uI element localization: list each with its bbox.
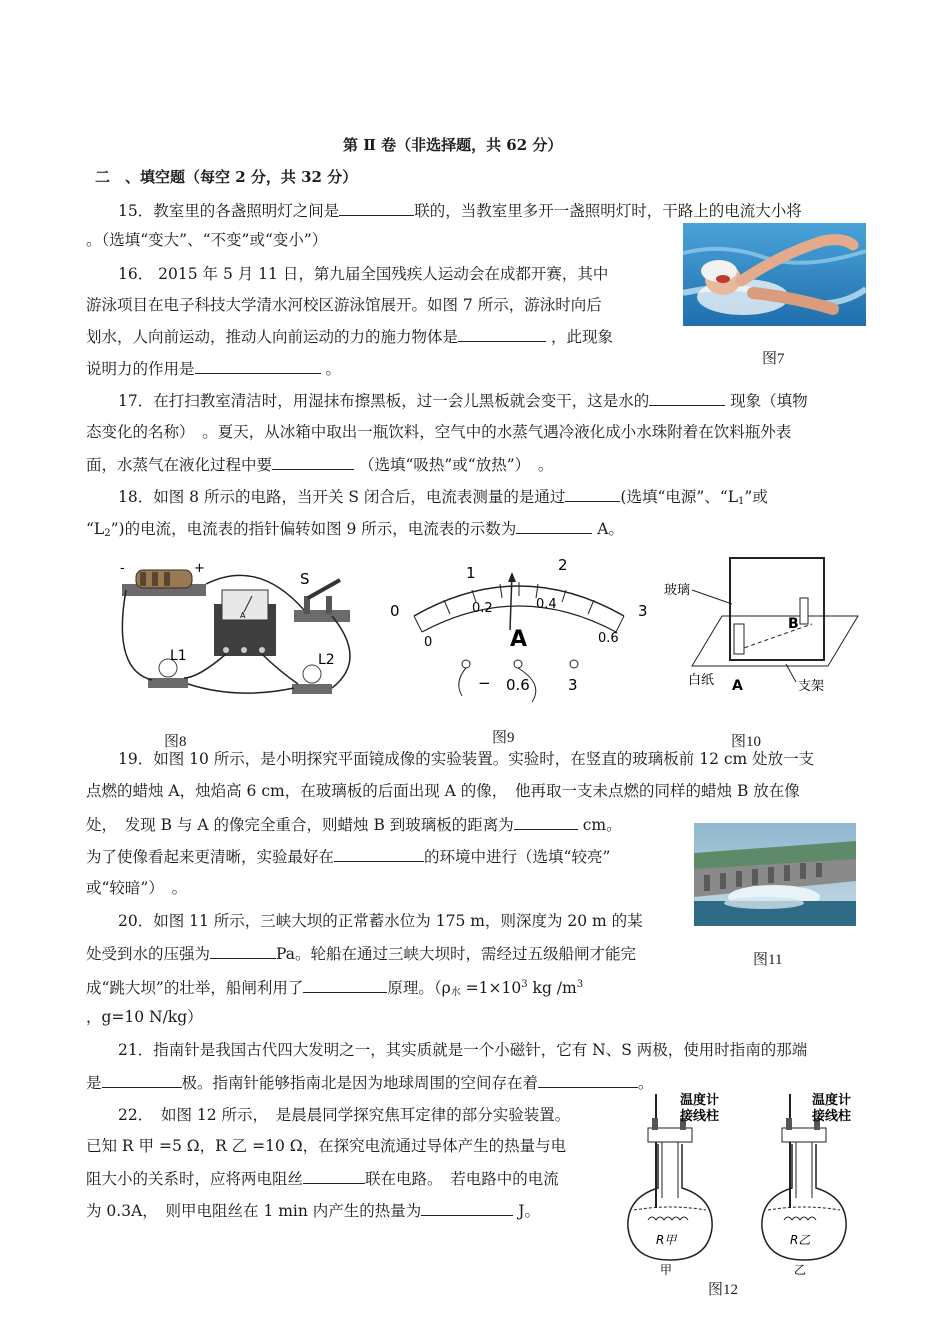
svg-text:3: 3 (638, 602, 648, 620)
q19-line2: 点燃的蜡烛 A，烛焰高 6 cm，在玻璃板的后面出现 A 的像， 他再取一支未点燃的同样的蜡烛 B 放在像 (86, 782, 800, 800)
q15-line2: 。（选填“变大”、“不变”或“变小”） (86, 231, 328, 249)
q16-line1: 16． 2015 年 5 月 11 日，第九届全国残疾人运动会在成都开赛，其中 (118, 265, 609, 283)
q20-line2: 处受到水的压强为 Pa。轮船在通过三峡大坝时，需经过五级船闸才能完 (86, 942, 636, 965)
svg-text:R甲: R甲 (656, 1233, 677, 1247)
svg-text:S: S (300, 570, 310, 588)
fig9-caption: 图9 (492, 730, 515, 746)
q22-line1: 22． 如图 12 所示， 是晨晨同学探究焦耳定律的部分实验装置。 (118, 1106, 571, 1124)
flask-left (628, 1092, 719, 1277)
q21-line2: 是 极。指南针能够指南北是因为地球周围的空间存在着 。 (86, 1071, 654, 1094)
svg-text:A: A (510, 627, 528, 652)
svg-text:接线柱: 接线柱 (812, 1109, 852, 1124)
svg-text:L2: L2 (318, 652, 335, 668)
svg-text:0.6: 0.6 (598, 631, 619, 646)
svg-text:L1: L1 (170, 648, 187, 664)
q18-line2: “$L_2$”)的电流，电流表的指针偏转如图 9 所示，电流表的示数为 A。 (86, 517, 624, 545)
q16-line4: 说明力的作用是 。 (86, 357, 341, 380)
svg-text:0.6: 0.6 (506, 676, 530, 694)
svg-text:甲: 甲 (660, 1263, 673, 1277)
svg-text:0.2: 0.2 (472, 601, 493, 616)
swimmer-photo (683, 223, 866, 326)
q17-line1: 17．在打扫教室清洁时，用湿抹布擦黑板，过一会儿黑板就会变干，这是水的 现象（填物 (118, 389, 808, 412)
ammeter-dial (382, 552, 656, 712)
q20-line3: 成“跳大坝”的壮举，船闸利用了 原理。（$\rho_水 =1\times 10^3$ kg $/m^3$ (86, 974, 583, 1004)
q22-line4: 为 0.3A， 则甲电阻丝在 1 min 内产生的热量为 J。 (86, 1199, 540, 1222)
svg-text:支架: 支架 (798, 679, 825, 694)
svg-text:温度计: 温度计 (812, 1093, 852, 1108)
fig11-caption: 图11 (753, 952, 783, 968)
svg-text:+: + (194, 561, 205, 576)
part-title: 二 、填空题（每空 2 分，共 32 分） (95, 168, 358, 186)
fig7-caption: 图7 (762, 351, 785, 367)
q20-line4: ，g=10 N/kg） (86, 1008, 203, 1026)
svg-text:A: A (240, 611, 246, 620)
svg-text:A: A (732, 678, 743, 694)
fig12-caption: 图12 (708, 1282, 739, 1298)
svg-text:1: 1 (466, 564, 476, 582)
svg-text:温度计: 温度计 (680, 1093, 720, 1108)
svg-text:白纸: 白纸 (688, 673, 715, 688)
circuit-diagram (118, 560, 358, 718)
q22-line3: 阻大小的关系时，应将两电阻丝 联在电路。 若电路中的电流 (86, 1167, 559, 1190)
q16-line3: 划水，人向前运动，推动人向前运动的力的施力物体是 ，此现象 (86, 325, 613, 348)
svg-text:0: 0 (390, 602, 400, 620)
svg-text:0: 0 (424, 635, 433, 650)
q19-line5: 或“较暗”） 。 (86, 879, 188, 897)
q17-line2: 态变化的名称） 。夏天，从冰箱中取出一瓶饮料，空气中的水蒸气遇冷液化成小水珠附着在饮料瓶外表 (86, 423, 792, 441)
q16-line2: 游泳项目在电子科技大学清水河校区游泳馆展开。如图 7 所示，游泳时向后 (86, 296, 602, 314)
mirror-experiment (662, 554, 862, 704)
svg-text:0.4: 0.4 (536, 597, 557, 612)
q22-line2: 已知 R 甲 =5 Ω，R 乙 =10 Ω，在探究电流通过导体产生的热量与电 (86, 1137, 567, 1155)
q19-line3: 处， 发现 B 与 A 的像完全重合，则蜡烛 B 到玻璃板的距离为 cm。 (86, 813, 622, 836)
q17-line3: 面，水蒸气在液化过程中要 （选填“吸热”或“放热”） 。 (86, 453, 553, 476)
joule-flasks (618, 1088, 868, 1278)
fig10-caption: 图10 (731, 734, 762, 750)
q19-line1: 19．如图 10 所示，是小明探究平面镜成像的实验装置。实验时，在竖直的玻璃板前 12 cm 处放一支 (118, 750, 815, 768)
svg-text:2: 2 (558, 556, 568, 574)
svg-text:接线柱: 接线柱 (680, 1109, 720, 1124)
dam-photo (694, 823, 856, 926)
svg-text:B: B (788, 616, 799, 632)
flask-right (762, 1092, 851, 1277)
svg-text:R乙: R乙 (790, 1233, 811, 1247)
section-title: 第 Ⅱ 卷（非选择题，共 62 分） (343, 136, 563, 154)
svg-text:−: − (478, 674, 491, 692)
q20-line1: 20．如图 11 所示，三峡大坝的正常蓄水位为 175 m，则深度为 20 m 的某 (118, 912, 643, 930)
svg-text:3: 3 (568, 676, 578, 694)
q15-line1: 15．教室里的各盏照明灯之间是 联的，当教室里多开一盏照明灯时，干路上的电流大小将 (118, 199, 802, 222)
svg-text:-: - (120, 561, 125, 576)
q21-line1: 21．指南针是我国古代四大发明之一，其实质就是一个小磁针，它有 N、S 两极，使用时指南的那端 (118, 1041, 808, 1059)
svg-text:玻璃: 玻璃 (664, 583, 691, 598)
fig8-caption: 图8 (164, 734, 187, 750)
q19-line4: 为了使像看起来更清晰，实验最好在 的环境中进行（选填“较亮” (86, 845, 610, 868)
q18-line1: 18．如图 8 所示的电路，当开关 S 闭合后，电流表测量的是通过 (选填“电源”、“$L_1$”或 (118, 485, 768, 513)
svg-text:乙: 乙 (794, 1263, 807, 1277)
